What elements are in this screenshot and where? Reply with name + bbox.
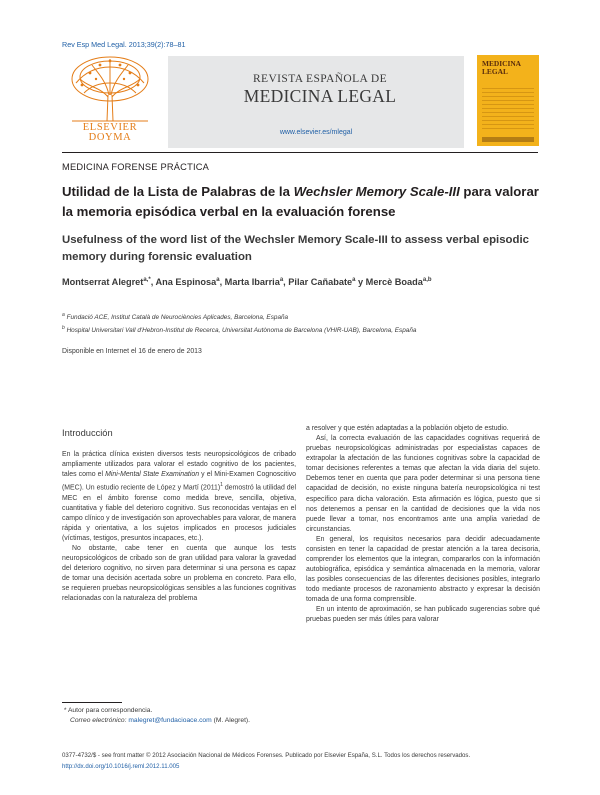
affiliation-text: Hospital Universitari Vall d'Hebron-Institut de Recerca, Universitat Autònoma de Barcelona (VHIR-UAB), Barcelona, España <box>66 327 417 335</box>
affiliation-item <box>62 323 542 336</box>
journal-url-link[interactable]: www.elsevier.es/mlegal <box>279 129 353 136</box>
footnote-rule <box>62 702 122 703</box>
cover-text-lines <box>482 85 534 132</box>
paragraph-italic-text: Mini-Mental State Examination <box>105 471 200 479</box>
elsevier-doyma-logo <box>62 53 158 145</box>
body-paragraph: No obstante, cabe tener en cuenta que aunque los tests neuropsicológicos de cribado son de gran utilidad para valorar la gravedad del deterioro cognitivo, no sirven para determinar si una persona es capaz de tomar una decisión acertada sobre un problema en concreto. Para ello, se requieren pruebas neuropsicológicas sensibles a las funciones cognitivas relacionadas con la naturaleza del problema <box>62 545 296 603</box>
author-list <box>62 277 542 287</box>
article-title-spanish <box>62 182 540 222</box>
author-name: Montserrat Alegret <box>62 277 144 288</box>
footnote-email-line <box>62 716 322 726</box>
cover-title-line1: MEDICINA <box>482 59 522 68</box>
title-es-part2: para valorar la memoria episódica verbal en la evaluación forense <box>62 184 539 219</box>
author-name: Mercè Boada <box>365 277 423 288</box>
available-online-date: Disponible en Internet el 16 de enero de 2013 <box>62 348 202 355</box>
body-paragraph: a resolver y que estén adaptadas a la población objeto de estudio. <box>306 425 509 432</box>
author-separator: , <box>283 277 289 288</box>
corresponding-author-footnote <box>62 706 322 726</box>
body-column-right <box>306 424 540 626</box>
journal-citation: Rev Esp Med Legal. 2013;39(2):78–81 <box>62 40 186 49</box>
paragraph-text: demostró la utilidad del MEC en el ámbito forense como medida breve, sencilla, objetiva, cuantitativa y fiable del deterioro cognitivo. Sus reconocidas ventajas en el campo clínico y de investigación son aprovechables para valorar, de manera rápida y orientativa, a los sujetos implicados en procesos judiciales (víctimas, testigos, presuntos incapaces, etc.). <box>62 484 296 542</box>
author-name: Marta Ibarria <box>224 277 280 288</box>
cover-footer-bar <box>482 137 534 142</box>
reference-sup[interactable]: 1 <box>220 482 223 489</box>
journal-cover-thumbnail <box>477 55 539 146</box>
author-separator: y <box>355 277 366 288</box>
author-name: Pilar Cañabate <box>288 277 353 288</box>
body-paragraph: En un intento de aproximación, se han publicado sugerencias sobre qué pruebas pueden ser más útiles para valorar <box>306 606 540 624</box>
author-separator: , <box>219 277 225 288</box>
author-affil-sup: a,* <box>143 277 151 283</box>
author-affil-sup: a <box>352 277 356 283</box>
journal-name-line1: REVISTA ESPAÑOLA DE <box>252 73 388 85</box>
author-affil-sup: a <box>216 277 220 283</box>
paragraph-text: y el Mini-Examen Cognoscitivo (MEC). Un estudio reciente de López y Martí (2011) <box>62 471 297 492</box>
paragraph-text: En la práctica clínica existen diversos tests neuropsicológicos de cribado ampliamente utilizados para valorar el estado cognitivo de los pacientes, tales como el <box>62 451 296 479</box>
footnote-line <box>62 706 322 716</box>
doi-link[interactable]: http://dx.doi.org/10.1016/j.reml.2012.11.005 <box>62 763 180 770</box>
title-es-italic: Wechsler Memory Scale-III <box>293 184 460 199</box>
article-title-english: Usefulness of the word list of the Wechsler Memory Scale-III to assess verbal episodic memory during forensic evaluation <box>62 234 529 263</box>
journal-name-line2: MEDICINA LEGAL <box>243 86 397 106</box>
affiliation-sup: b <box>62 325 65 332</box>
body-paragraph <box>62 450 296 544</box>
author-separator: , <box>150 277 156 288</box>
author-affil-sup: a <box>279 277 284 283</box>
footnote-text: Autor para correspondencia. <box>67 707 153 714</box>
email-author: (M. Alegret). <box>211 717 251 724</box>
email-link[interactable]: malegret@fundacioace.com <box>128 717 212 724</box>
cover-title <box>482 60 521 76</box>
title-es-part1: Utilidad de la Lista de Palabras de la <box>62 184 294 199</box>
introduction-heading: Introducción <box>62 428 113 438</box>
doyma-wordmark: DOYMA <box>88 132 132 143</box>
author-affil-sup: a,b <box>422 277 432 283</box>
affiliation-sup: a <box>62 312 65 318</box>
section-label: MEDICINA FORENSE PRÁCTICA <box>62 162 210 172</box>
body-paragraph: En general, los requisitos necesarios para decidir adecuadamente consisten en tener la capacidad de prestar atención a la tarea decisoria, comprender los elementos que la integran, compararlos con la información autobiográfica, episódica y semántica almacenada en la memoria, valorar las posibles consecuencias de las diferentes decisiones posibles, integrarlo todo mediante procesos de razonamiento abstracto y expresar la decisión tomada de una forma comprensible. <box>306 535 540 604</box>
affiliation-item <box>62 310 542 323</box>
elsevier-tree-icon <box>62 53 158 123</box>
body-paragraph: Así, la correcta evaluación de las capacidades cognitivas requerirá de pruebas neuropsicológicas administradas por especialistas capaces de extrapolar la afectación de las funciones cognitivas sobre la capacidad de tomar decisiones referentes a temas que afectan la vida diaria del sujeto. Debemos tener en cuenta que para poder determinar si una persona tiene capacidad de decisión, no existe ninguna batería neuropsicológica ni test específico para dicha valoración. Esta afirmación es lógica, puesto que si nos detenemos a pensar en la cantidad de decisiones que la vida nos puede llevar a tomar, nos encontramos ante una amplia variedad de circunstancias. <box>306 435 540 533</box>
copyright-line: 0377-4732/$ - see front matter © 2012 Asociación Nacional de Médicos Forenses. Publicado por Elsevier España, S.L. Todos los derechos reservados. <box>62 752 471 759</box>
affiliation-list <box>62 310 542 336</box>
header-rule <box>62 152 538 153</box>
cover-title-line2: LEGAL <box>482 67 508 76</box>
elsevier-wordmark: ELSEVIER <box>82 122 138 133</box>
author-name: Ana Espinosa <box>155 277 217 288</box>
footnote-mark: * <box>63 707 67 714</box>
affiliation-text: Fundació ACE, Institut Català de Neurociències Aplicades, Barcelona, España <box>66 314 289 322</box>
body-column-left <box>62 428 296 604</box>
email-label: Correo electrónico: <box>70 717 129 724</box>
